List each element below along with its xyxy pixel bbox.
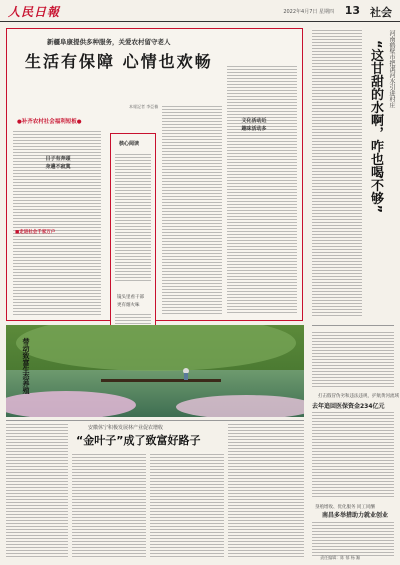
right-label-1: 文化活动近 [241,118,267,124]
right-vertical-headline: “这甘甜的水啊，咋也喝不够” [368,40,383,214]
right-text-col [312,28,362,318]
footer-editor: 责任编辑：陈 郁 杨 瀚 [320,555,360,560]
publication-date: 2022年4月7日 星期四 [283,9,334,15]
right-lower-text-1 [312,330,394,388]
news2-headline: 去年追回医保资金234亿元 [312,403,385,410]
bottom-text-col-4 [228,422,304,558]
box-sub-2: 更有烟火味 [117,303,140,308]
divider-bottom [6,420,304,421]
mid-head-1: 日子有奔頭 [45,156,71,162]
section-name: 社会 [370,6,392,19]
divider [312,325,394,326]
news2-kicker: 打击假冒伪劣和违法违规，护航黄河流域 [318,394,399,399]
core-reading-text [115,152,151,282]
main-story [6,28,303,321]
main-subhead: ●补齐农村社会福利短板● [17,119,82,125]
masthead [0,0,400,22]
page-number: 13 [344,4,360,17]
core-reading-title: 核心阅读 [119,141,140,147]
right-vertical-kicker: 河南鹤壁市把淇河水引进村庄 [388,30,395,108]
main-kicker: 新疆阜康提供多种服务，关爱农村留守老人 [47,38,171,46]
section-label: ■走进社会千家万户 [15,230,56,235]
news3-kicker: 垦殖增收、优化服务 同工同酬 [315,505,375,510]
body-text-col-3 [227,64,297,314]
bottom-text-col-1 [6,422,68,558]
box-sub-1: 镜头里看干部 [117,295,144,300]
main-headline: 生活有保障 心情也欢畅 [25,52,213,71]
right-lower-text-3 [312,520,394,558]
newspaper-logo: 人民日報 [8,5,61,19]
news3-headline: 南昌多举措助力就业创业 [322,512,389,519]
mid-head-2: 身邊不寂寞 [45,164,71,170]
landscape-photo [6,325,304,417]
bottom-text-col-2 [72,452,146,558]
photo-caption: 带动致富生态养殖 [22,338,30,394]
bottom-kicker: 安徽休宁积极发展林产业促农增收 [88,425,164,431]
right-lower-text-2 [312,410,394,498]
right-label-2: 趣味活动多 [241,126,267,132]
bottom-text-col-3 [150,452,224,558]
bottom-headline: “金叶子”成了致富好路子 [76,434,201,447]
main-byline: 本報記者 李亞楠 [129,104,159,109]
core-reading-box [110,133,156,343]
body-text-col-2 [162,104,222,314]
photo [6,325,304,417]
